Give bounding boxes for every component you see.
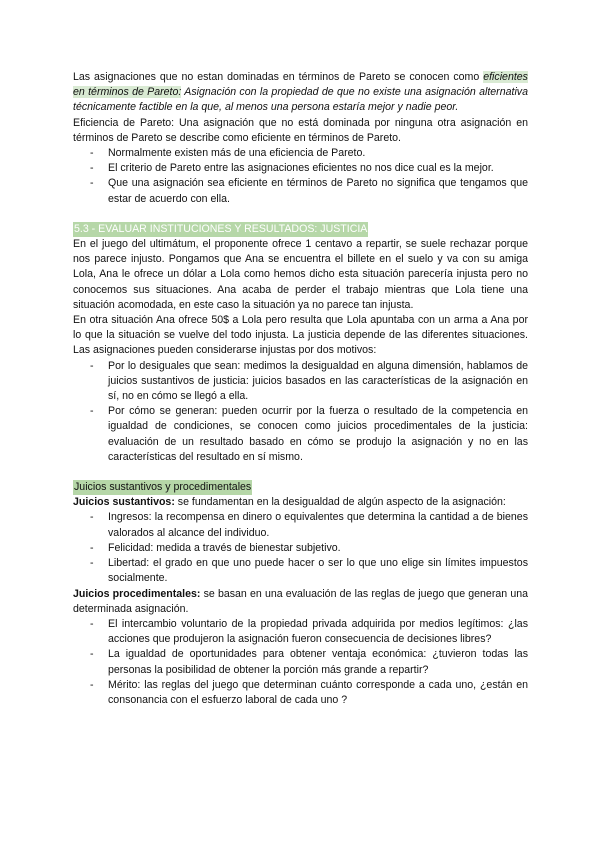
substantive-text: se fundamentan en la desigualdad de algún aspecto de la asignación: [174,496,506,509]
document-page [73,70,528,708]
list-item: - La igualdad de oportunidades para obtener ventaja económica: ¿tuvieron todas las personas la posibilidad de obtener la porción más grande a repartir? [73,647,528,677]
procedural-bullets [73,617,528,708]
pareto-efficient-term: eficientes en términos de Pareto: [73,71,528,99]
list-item: - Que una asignación sea eficiente en términos de Pareto no significa que tengamos que estar de acuerdo con ella. [73,176,528,206]
subsection-title: Juicios sustantivos y procedimentales [73,480,252,495]
ultimatum-paragraph: En el juego del ultimátum, el proponente ofrece 1 centavo a repartir, se suele rechazar porque nos parece injusto. Pongamos que Ana se encuentra el billete en el suelo y va con su amiga Lola, Ana le ofrece un dólar a Lola como hemos dicho esta situación parecería injusta pero no conocemos sus situaciones. Ana acaba de perder el trabajo mientras que Lola tiene una situación acomodada, en este caso la situación ya no parece tan injusta. [73,238,528,311]
substantive-label: Juicios sustantivos: [73,496,175,509]
list-item: - El criterio de Pareto entre las asignaciones eficientes no nos dice cual es la mejor. [73,161,528,176]
procedural-label: Juicios procedimentales: [73,587,201,600]
procedural-text: se basan en una evaluación de las reglas de juego que generan una determinada asignación. [73,587,528,615]
list-item: - Mérito: las reglas del juego que determinan cuánto corresponde a cada uno, ¿están en consonancia con el esfuerzo laboral de cada uno ? [73,678,528,708]
list-item: - Normalmente existen más de una eficiencia de Pareto. [73,146,528,161]
intro-definition: Asignación con la propiedad de que no existe una asignación alternativa técnicamente factible en la que, al menos una persona estaría mejor y nadie peor. [73,86,528,114]
subsection-heading [73,480,528,495]
list-item: - Por lo desiguales que sean: medimos la desigualdad en alguna dimensión, hablamos de juicios sustantivos de justicia: juicios basados en las características de la asignación en sí, no en cómo se llegó a ella. [73,359,528,405]
list-item: - Libertad: el grado en que uno puede hacer o ser lo que uno elige sin límites impuestos socialmente. [73,556,528,586]
list-item: - El intercambio voluntario de la propiedad privada adquirida por medios legítimos: ¿las acciones que produjeron la asignación fueron consecuencia de decisiones libres? [73,617,528,647]
list-item: - Por cómo se generan: pueden ocurrir por la fuerza o resultado de la competencia en igualdad de condiciones, se conocen como juicios procedimentales de la justicia: evaluación de un resultado basado en cómo se produjo la asignación y no en las características del resultado en sí mismo. [73,404,528,465]
intro-text: Las asignaciones que no estan dominadas en términos de Pareto se conocen como [73,71,480,83]
section-title: 5.3 - EVALUAR INSTITUCIONES Y RESULTADOS: JUSTICIA [73,222,368,237]
substantive-bullets [73,510,528,586]
section-heading [73,222,528,237]
intro-paragraph [73,70,528,116]
second-situation-paragraph: En otra situación Ana ofrece 50$ a Lola pero resulta que Lola apuntaba con un arma a Ana por lo que la situación se vuelve del todo injusta. La justicia depende de las diferentes situaciones. Las asignaciones pueden considerarse injustas por dos motivos: [73,314,528,357]
pareto-bullets [73,146,528,207]
list-item: - Ingresos: la recompensa en dinero o equivalentes que determina la cantidad a de bienes valorados al alcance del individuo. [73,510,528,540]
substantive-judgments-paragraph [73,495,528,510]
injustice-reasons [73,359,528,465]
list-item: - Felicidad: medida a través de bienestar subjetivo. [73,541,528,556]
procedural-judgments-paragraph [73,587,528,617]
pareto-efficiency-paragraph: Eficiencia de Pareto: Una asignación que no está dominada por ninguna otra asignación en términos de Pareto se describe como eficiente en términos de Pareto. [73,116,528,144]
